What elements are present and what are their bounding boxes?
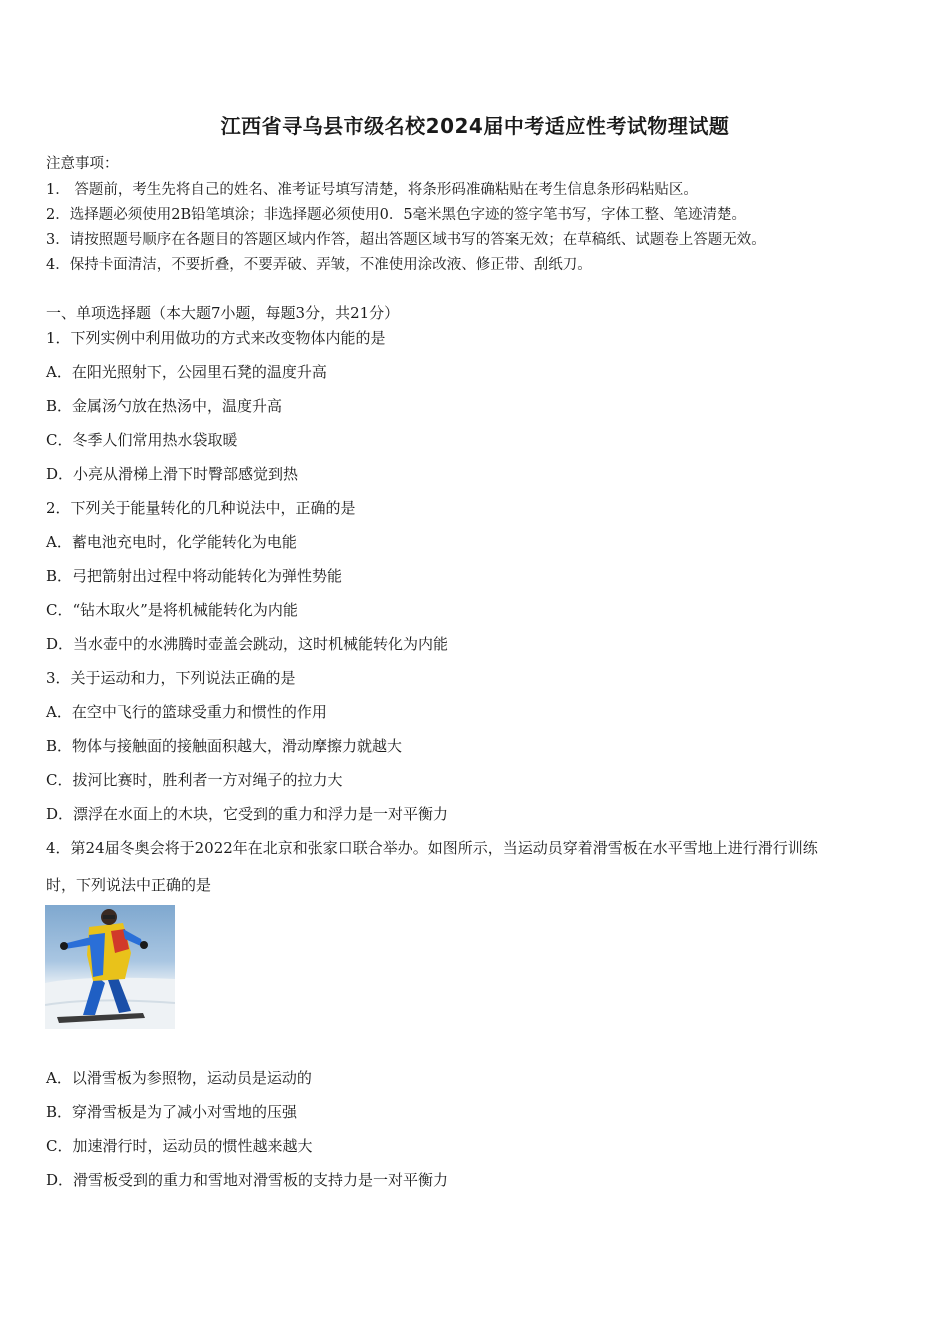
option-a: A．蓄电池充电时，化学能转化为电能 — [46, 533, 297, 551]
question-stem: 3．关于运动和力，下列说法正确的是 — [46, 669, 296, 687]
note-item: 4．保持卡面清洁，不要折叠，不要弄破、弄皱，不准使用涂改液、修正带、刮纸刀。 — [46, 257, 592, 273]
snowboarder-image — [45, 905, 175, 1029]
option-a: A．在阳光照射下，公园里石凳的温度升高 — [46, 363, 327, 381]
option-c: C．“钻木取火”是将机械能转化为内能 — [46, 601, 298, 619]
question-stem: 2．下列关于能量转化的几种说法中，正确的是 — [46, 499, 356, 517]
option-c: C．冬季人们常用热水袋取暖 — [46, 431, 238, 449]
note-item: 2．选择题必须使用2B铅笔填涂；非选择题必须使用0．5毫米黑色字迹的签字笔书写，字体工整、笔迹清楚。 — [46, 207, 747, 223]
option-a: A．在空中飞行的篮球受重力和惯性的作用 — [46, 703, 327, 721]
option-b: B．物体与接触面的接触面积越大，滑动摩擦力就越大 — [46, 737, 403, 755]
option-c: C．加速滑行时，运动员的惯性越来越大 — [46, 1137, 313, 1155]
question-stem: 1．下列实例中利用做功的方式来改变物体内能的是 — [46, 329, 386, 347]
page-title: 江西省寻乌县市级名校2024届中考适应性考试物理试题 — [220, 114, 730, 138]
note-item: 3．请按照题号顺序在各题目的答题区域内作答，超出答题区域书写的答案无效；在草稿纸、试题卷上答题无效。 — [46, 232, 766, 248]
option-d: D．漂浮在水面上的木块，它受到的重力和浮力是一对平衡力 — [46, 805, 449, 823]
question-stem-continued: 时，下列说法中正确的是 — [46, 876, 212, 894]
option-c: C．拔河比赛时，胜利者一方对绳子的拉力大 — [46, 771, 343, 789]
option-a: A．以滑雪板为参照物，运动员是运动的 — [46, 1069, 312, 1087]
option-b: B．弓把箭射出过程中将动能转化为弹性势能 — [46, 567, 343, 585]
option-d: D．小亮从滑梯上滑下时臀部感觉到热 — [46, 465, 299, 483]
note-item: 1． 答题前，考生先将自己的姓名、准考证号填写清楚，将条形码准确粘贴在考生信息条形码粘贴区。 — [46, 182, 698, 198]
section-heading: 一、单项选择题（本大题7小题，每题3分，共21分） — [46, 304, 400, 322]
option-b: B．金属汤勺放在热汤中，温度升高 — [46, 397, 283, 415]
option-d: D．滑雪板受到的重力和雪地对滑雪板的支持力是一对平衡力 — [46, 1171, 449, 1189]
option-d: D．当水壶中的水沸腾时壶盖会跳动，这时机械能转化为内能 — [46, 635, 449, 653]
option-b: B．穿滑雪板是为了减小对雪地的压强 — [46, 1103, 298, 1121]
notes-heading: 注意事项： — [46, 156, 119, 172]
question-stem: 4．第24届冬奥会将于2022年在北京和张家口联合举办。如图所示，当运动员穿着滑雪板在水平雪地上进行滑行训练 — [46, 839, 818, 857]
